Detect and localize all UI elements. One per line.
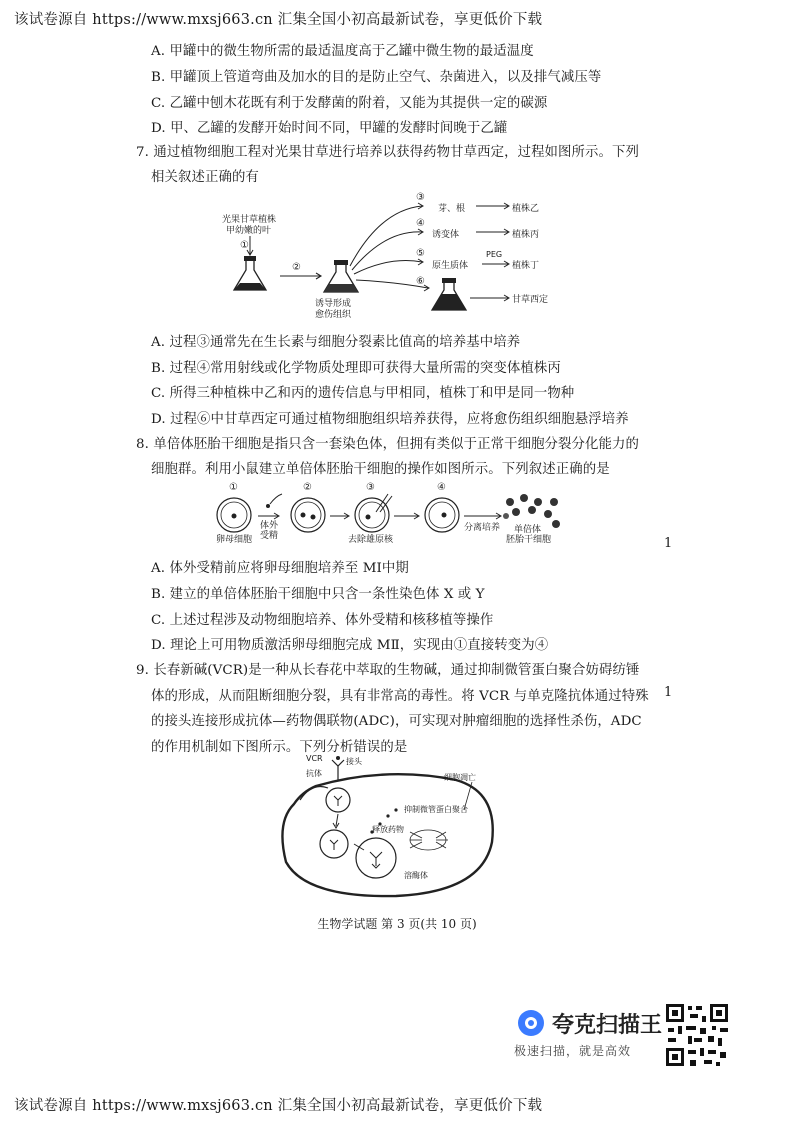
q8-option-d: D. 理论上可用物质激活卵母细胞完成 MⅡ，实现由①直接转变为④ (151, 638, 549, 653)
q9-vcr-label: VCR (306, 754, 323, 763)
q9-stem-line3: 的接头连接形成抗体—药物偶联物(ADC)，可实现对肿瘤细胞的选择性杀伤，ADC (151, 714, 642, 729)
page-footer: 生物学试题 第 3 页(共 10 页) (317, 917, 477, 931)
q7-step6: ⑥ (416, 276, 425, 287)
q7-branch3-end: 植株乙 (512, 204, 540, 214)
q7-step5: ⑤ (416, 248, 425, 259)
q6-option-a: A. 甲罐中的微生物所需的最适温度高于乙罐中微生物的最适温度 (151, 44, 534, 59)
brand-name: 夸克扫描王 (552, 1013, 663, 1038)
q9-stem-line1: 9. 长春新碱(VCR)是一种从长春花中萃取的生物碱，通过抑制微管蛋白聚合妨碍纺锤 (136, 663, 640, 678)
brand-slogan: 极速扫描，就是高效 (514, 1044, 632, 1058)
q9-antibody-label: 抗体 (306, 769, 322, 778)
q8-fert-label-1: 体外 (260, 521, 279, 531)
q8-stem-label-1: 单倍体 (514, 525, 542, 535)
q8-step2: ② (303, 482, 312, 493)
q7-option-c: C. 所得三种植株中乙和丙的遗传信息与甲相同，植株丁和甲是同一物种 (151, 386, 575, 401)
q7-option-b: B. 过程④常用射线或化学物质处理即可获得大量所需的突变体植株丙 (151, 361, 561, 376)
q8-step3: ③ (366, 482, 375, 493)
q9-release-label: 释放药物 (372, 825, 404, 834)
q7-branch5-agent: PEG (486, 250, 503, 259)
q8-stem-line2: 细胞群。利用小鼠建立单倍体胚胎干细胞的操作如图所示。下列叙述正确的是 (151, 462, 610, 477)
q9-linker-label: 接头 (346, 757, 362, 766)
q8-haploid-stem-cell-diagram (210, 482, 580, 545)
q6-option-c: C. 乙罐中刨木花既有利于发酵菌的附着，又能为其提供一定的碳源 (151, 96, 548, 111)
q8-option-c: C. 上述过程涉及动物细胞培养、体外受精和核移植等操作 (151, 613, 494, 628)
q8-fert-label-2: 受精 (260, 531, 279, 541)
q7-source-label-1: 光果甘草植株 (222, 215, 277, 225)
q7-branch4-mid: 诱变体 (432, 230, 460, 240)
q7-option-a: A. 过程③通常先在生长素与细胞分裂素比值高的培养基中培养 (151, 335, 521, 350)
q7-branch4-end: 植株丙 (512, 230, 540, 240)
q7-step1: ① (240, 240, 249, 251)
q7-step4: ④ (416, 218, 425, 229)
q7-branch5-mid: 原生质体 (432, 261, 469, 271)
q8-option-a: A. 体外受精前应将卵母细胞培养至 MⅠ中期 (151, 561, 409, 576)
margin-mark-1: 1 (664, 536, 673, 551)
q7-branch3-mid: 芽、根 (438, 204, 466, 214)
q7-branch5-end: 植株丁 (512, 261, 540, 271)
q7-option-d: D. 过程⑥中甘草西定可通过植物细胞组织培养获得，应将愈伤组织细胞悬浮培养 (151, 412, 629, 427)
q8-stem-label-2: 胚胎干细胞 (506, 535, 552, 545)
qr-code-graphic (664, 1002, 730, 1068)
q8-stem-line1: 8. 单倍体胚胎干细胞是指只含一套染色体，但拥有类似于正常干细胞分裂分化能力的 (136, 437, 639, 452)
q8-step1: ① (229, 482, 238, 493)
source-banner-bottom: 该试卷源自 https://www.mxsj663.cn 汇集全国小初高最新试卷，享更低价下载 (14, 1098, 543, 1114)
q7-step2: ② (292, 262, 301, 273)
q9-stem-line4: 的作用机制如下图所示。下列分析错误的是 (151, 740, 408, 755)
q8-culture-label: 分离培养 (464, 523, 501, 533)
q7-step3: ③ (416, 192, 425, 203)
q6-option-b: B. 甲罐顶上管道弯曲及加水的目的是防止空气、杂菌进入，以及排气减压等 (151, 70, 602, 85)
source-banner-top: 该试卷源自 https://www.mxsj663.cn 汇集全国小初高最新试卷，享更低价下载 (14, 12, 543, 28)
q7-plant-culture-diagram (200, 190, 600, 320)
q9-death-label: 细胞凋亡 (444, 773, 476, 782)
q9-lysosome-label: 溶酶体 (404, 871, 428, 880)
q6-option-d: D. 甲、乙罐的发酵开始时间不同，甲罐的发酵时间晚于乙罐 (151, 121, 508, 136)
q7-stem-line2: 相关叙述正确的有 (151, 170, 259, 185)
q9-adc-mechanism-diagram (276, 752, 502, 902)
q7-callus-label-1: 诱导形成 (315, 299, 352, 309)
qr-code-icon (664, 1002, 730, 1068)
q8-egg-label: 卵母细胞 (216, 535, 253, 545)
q9-stem-line2: 体的形成，从而阻断细胞分裂，具有非常高的毒性。将 VCR 与单克隆抗体通过特殊 (151, 689, 649, 704)
q8-remove-label: 去除雄原核 (348, 535, 394, 545)
q7-callus-label-2: 愈伤组织 (315, 310, 352, 320)
q9-inhibit-label: 抑制微管蛋白聚合 (404, 805, 468, 814)
q8-option-b: B. 建立的单倍体胚胎干细胞中只含一条性染色体 X 或 Y (151, 587, 485, 602)
q7-source-label-2: 甲幼嫩的叶 (226, 226, 272, 236)
scanner-logo-icon (516, 1008, 546, 1038)
q7-stem-line1: 7. 通过植物细胞工程对光果甘草进行培养以获得药物甘草西定，过程如图所示。下列 (136, 145, 639, 160)
q7-branch6-end: 甘草西定 (512, 295, 549, 305)
q8-step4: ④ (437, 482, 446, 493)
margin-mark-2: 1 (664, 685, 673, 700)
